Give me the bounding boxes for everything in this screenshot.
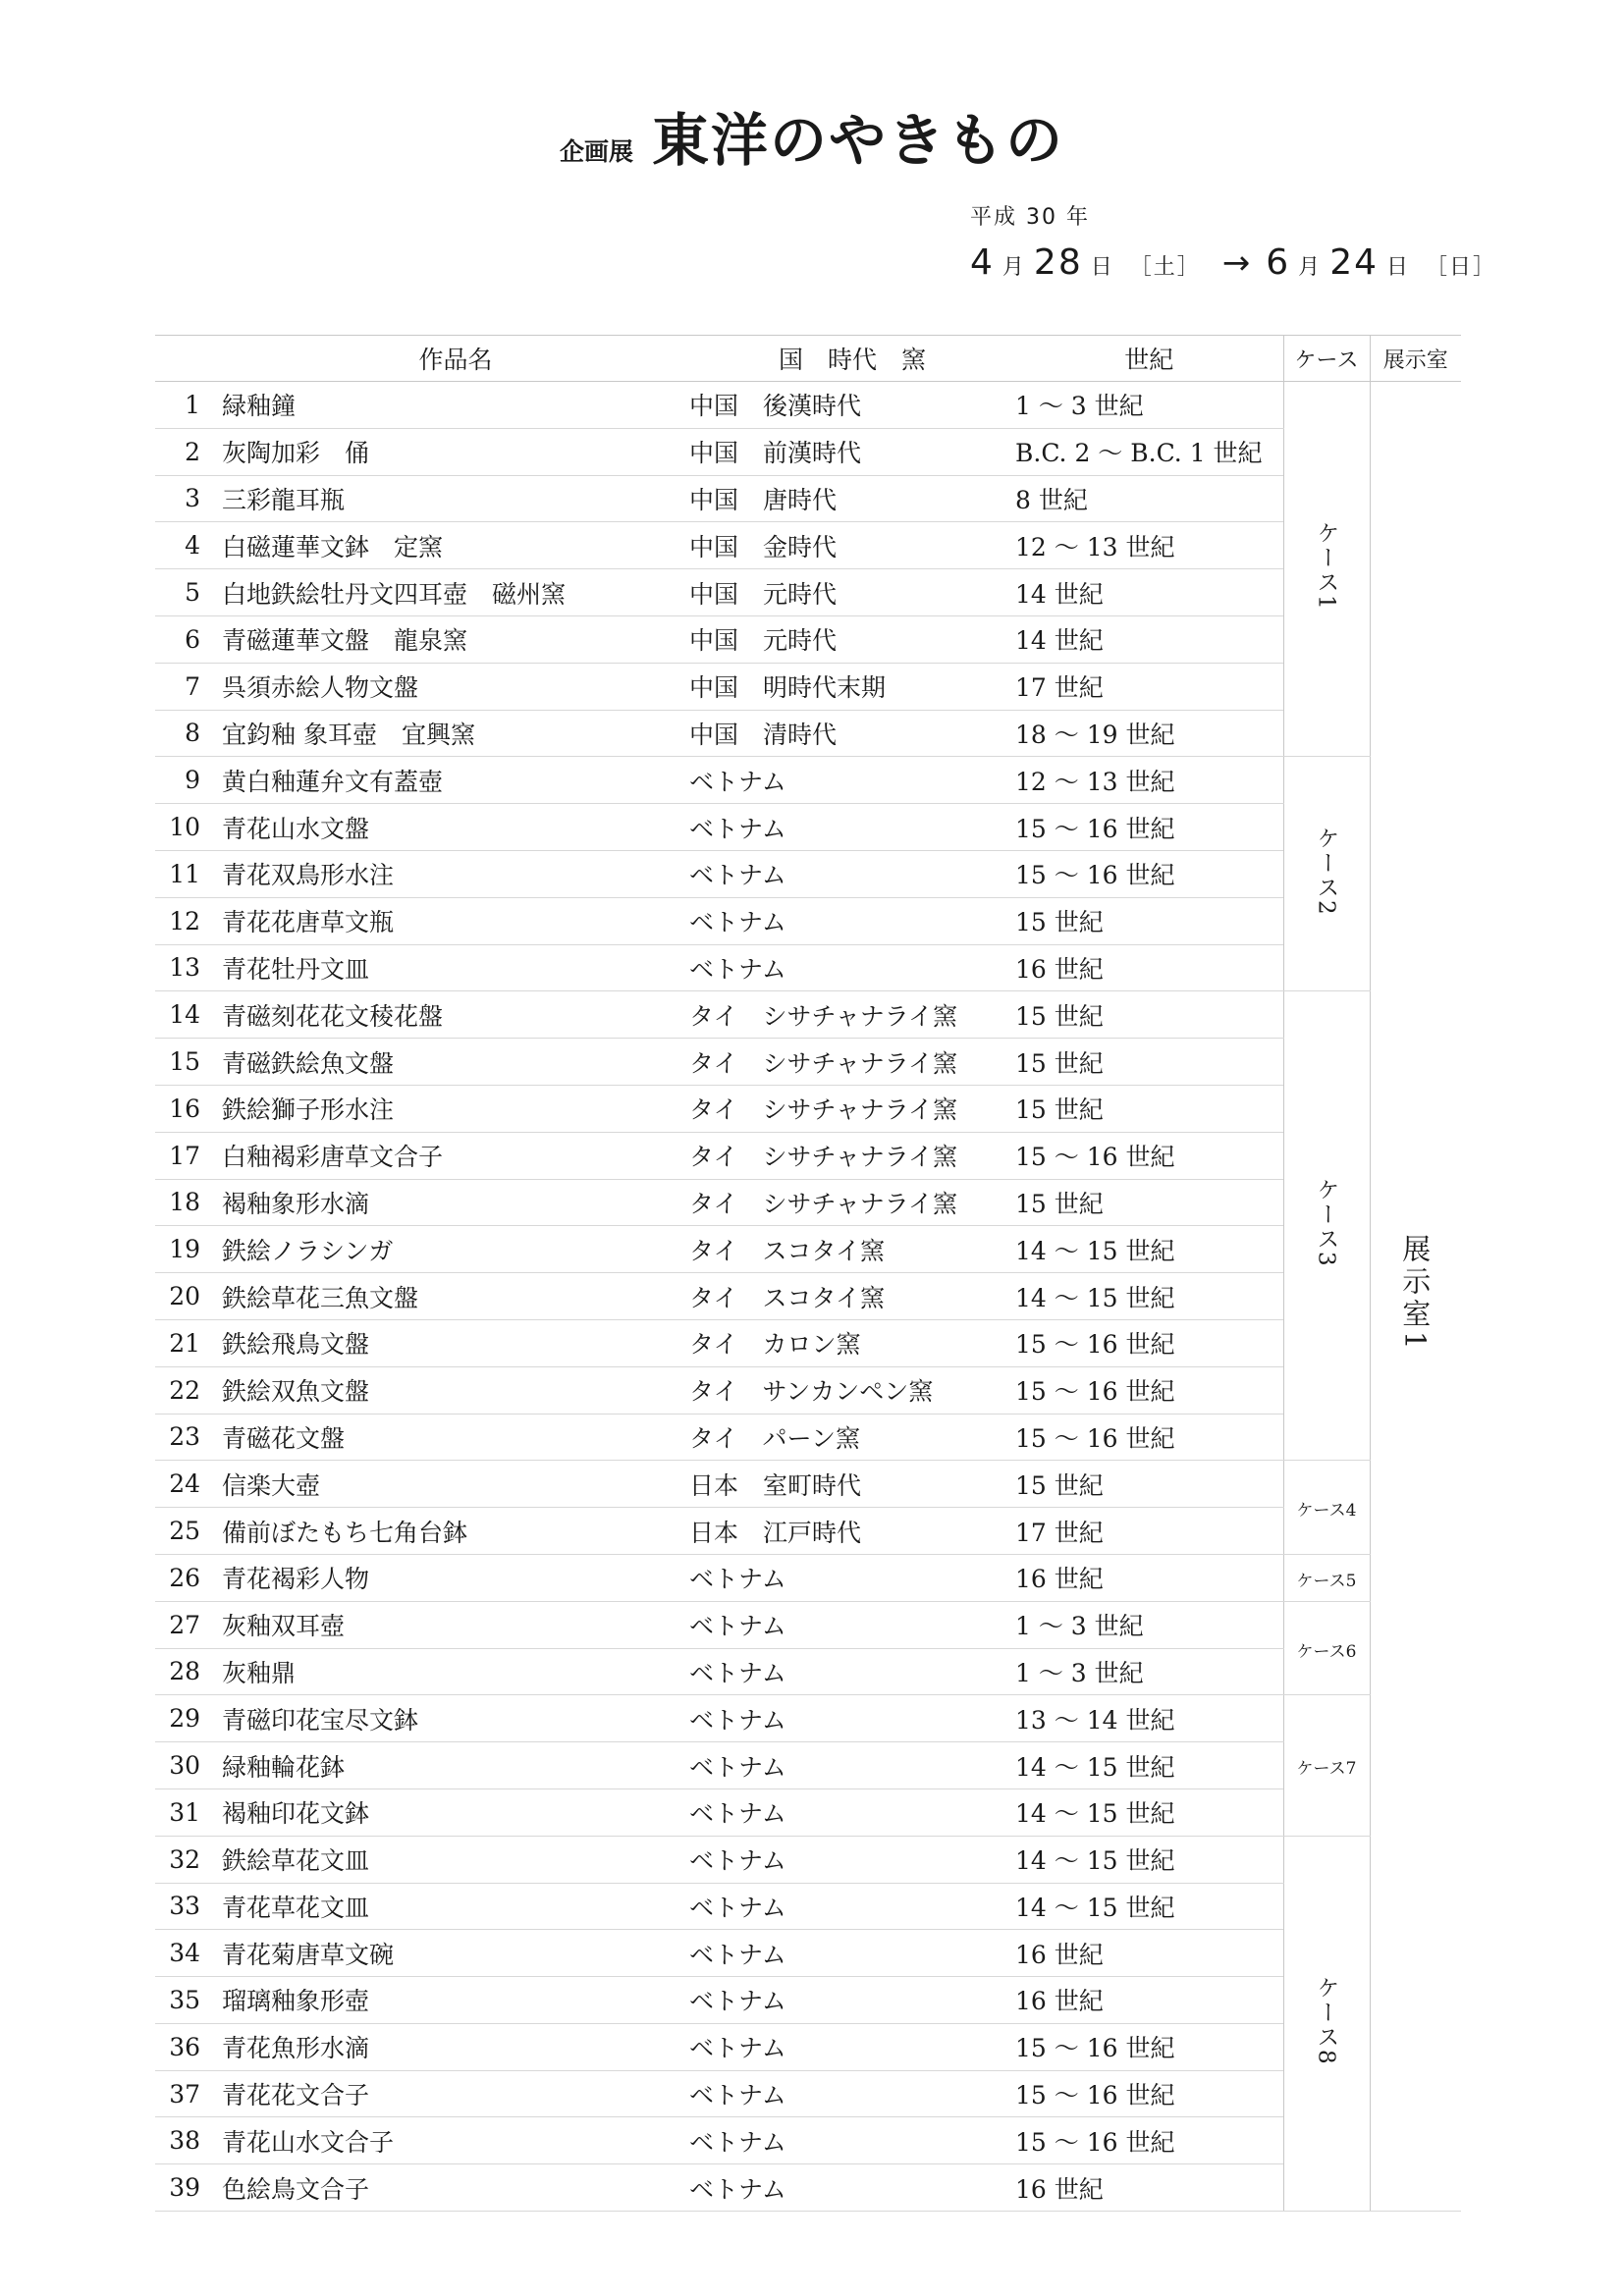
work-name: 三彩龍耳瓶 <box>222 475 689 522</box>
work-origin: タイ スコタイ窯 <box>689 1273 1015 1320</box>
end-day: 24 <box>1329 242 1379 283</box>
table-row <box>155 1554 1461 1601</box>
works-table <box>155 335 1461 2212</box>
item-number: 22 <box>155 1366 222 1414</box>
work-origin: ベトナム <box>689 2117 1015 2164</box>
month-unit: 月 <box>1298 255 1323 280</box>
table-row <box>155 897 1461 944</box>
work-century: 15 世紀 <box>1015 897 1283 944</box>
work-origin: ベトナム <box>689 2164 1015 2212</box>
item-number: 12 <box>155 897 222 944</box>
page-title: 東洋のやきもの <box>652 107 1065 174</box>
item-number: 7 <box>155 663 222 710</box>
case-label-cell <box>1283 382 1370 757</box>
work-name: 青磁印花宝尽文鉢 <box>222 1695 689 1742</box>
work-century: 15 ～ 16 世紀 <box>1015 1319 1283 1366</box>
work-origin: ベトナム <box>689 1836 1015 1883</box>
room-label-cell <box>1370 382 1461 2212</box>
work-origin: タイ スコタイ窯 <box>689 1226 1015 1273</box>
work-century: 1 ～ 3 世紀 <box>1015 1648 1283 1695</box>
table-row <box>155 1461 1461 1508</box>
item-number: 21 <box>155 1319 222 1366</box>
item-number: 25 <box>155 1508 222 1555</box>
work-origin: ベトナム <box>689 944 1015 991</box>
item-number: 2 <box>155 428 222 475</box>
work-century: 16 世紀 <box>1015 1554 1283 1601</box>
work-origin: タイ カロン窯 <box>689 1319 1015 1366</box>
work-name: 青磁花文盤 <box>222 1414 689 1461</box>
month-unit: 月 <box>1001 255 1026 280</box>
table-row <box>155 1695 1461 1742</box>
work-name: 鉄絵獅子形水注 <box>222 1085 689 1132</box>
table-row <box>155 475 1461 522</box>
case-label: ケース4 <box>1296 1501 1357 1522</box>
work-century: 16 世紀 <box>1015 1930 1283 1977</box>
work-origin: 中国 元時代 <box>689 615 1015 663</box>
table-header-row <box>155 336 1461 382</box>
work-origin: タイ パーン窯 <box>689 1414 1015 1461</box>
table-row <box>155 569 1461 616</box>
work-name: 青花山水文盤 <box>222 804 689 851</box>
work-name: 青磁蓮華文盤 龍泉窯 <box>222 615 689 663</box>
work-century: 15 世紀 <box>1015 1461 1283 1508</box>
item-number: 26 <box>155 1554 222 1601</box>
work-origin: 中国 明時代末期 <box>689 663 1015 710</box>
work-name: 青磁鉄絵魚文盤 <box>222 1039 689 1086</box>
work-century: 1 ～ 3 世紀 <box>1015 382 1283 429</box>
work-century: 14 ～ 15 世紀 <box>1015 1226 1283 1273</box>
table-row <box>155 1039 1461 1086</box>
work-name: 灰釉鼎 <box>222 1648 689 1695</box>
item-number: 24 <box>155 1461 222 1508</box>
case-label: ケース6 <box>1296 1641 1357 1662</box>
work-century: 16 世紀 <box>1015 2164 1283 2212</box>
item-number: 20 <box>155 1273 222 1320</box>
work-origin: ベトナム <box>689 1648 1015 1695</box>
work-name: 白磁蓮華文鉢 定窯 <box>222 522 689 569</box>
table-row <box>155 1132 1461 1179</box>
work-origin: ベトナム <box>689 1601 1015 1648</box>
work-century: 14 ～ 15 世紀 <box>1015 1273 1283 1320</box>
work-origin: ベトナム <box>689 2023 1015 2070</box>
exhibition-type: 企画展 <box>559 137 633 166</box>
case-label-cell <box>1283 1601 1370 1695</box>
item-number: 15 <box>155 1039 222 1086</box>
work-name: 白釉褐彩唐草文合子 <box>222 1132 689 1179</box>
work-century: 15 ～ 16 世紀 <box>1015 804 1283 851</box>
room-label: 展示室1 <box>1398 1233 1433 1354</box>
work-name: 青花菊唐草文碗 <box>222 1930 689 1977</box>
item-number: 27 <box>155 1601 222 1648</box>
work-century: 17 世紀 <box>1015 1508 1283 1555</box>
table-row <box>155 1883 1461 1930</box>
title-block <box>0 94 1624 177</box>
work-origin: ベトナム <box>689 1883 1015 1930</box>
table-row <box>155 1789 1461 1836</box>
date-range <box>970 242 1504 283</box>
work-origin: 中国 清時代 <box>689 710 1015 757</box>
case-label: ケース5 <box>1296 1571 1357 1591</box>
table-row <box>155 2117 1461 2164</box>
exhibition-period <box>970 200 1504 283</box>
work-name: 信楽大壺 <box>222 1461 689 1508</box>
work-origin: ベトナム <box>689 804 1015 851</box>
work-century: 12 ～ 13 世紀 <box>1015 522 1283 569</box>
work-origin: タイ シサチャナライ窯 <box>689 1179 1015 1226</box>
work-origin: タイ シサチャナライ窯 <box>689 991 1015 1039</box>
item-number: 4 <box>155 522 222 569</box>
item-number: 3 <box>155 475 222 522</box>
item-number: 8 <box>155 710 222 757</box>
item-number: 32 <box>155 1836 222 1883</box>
case-label: ケース2 <box>1313 826 1339 917</box>
table-row <box>155 522 1461 569</box>
work-name: 青花山水文合子 <box>222 2117 689 2164</box>
work-name: 鉄絵双魚文盤 <box>222 1366 689 1414</box>
work-name: 褐釉象形水滴 <box>222 1179 689 1226</box>
case-label-cell <box>1283 1554 1370 1601</box>
day-unit: 日 <box>1386 255 1411 280</box>
work-century: 14 ～ 15 世紀 <box>1015 1883 1283 1930</box>
work-name: 青花草花文皿 <box>222 1883 689 1930</box>
table-row <box>155 1648 1461 1695</box>
item-number: 18 <box>155 1179 222 1226</box>
case-label: ケース1 <box>1313 520 1339 612</box>
work-century: 14 世紀 <box>1015 615 1283 663</box>
work-century: 14 ～ 15 世紀 <box>1015 1789 1283 1836</box>
end-month: 6 <box>1266 242 1291 283</box>
work-name: 備前ぼたもち七角台鉢 <box>222 1508 689 1555</box>
work-name: 青花牡丹文皿 <box>222 944 689 991</box>
work-origin: ベトナム <box>689 1554 1015 1601</box>
work-name: 鉄絵草花三魚文盤 <box>222 1273 689 1320</box>
work-origin: 中国 元時代 <box>689 569 1015 616</box>
work-century: 13 ～ 14 世紀 <box>1015 1695 1283 1742</box>
work-century: 16 世紀 <box>1015 944 1283 991</box>
table-row <box>155 1601 1461 1648</box>
table-row <box>155 1930 1461 1977</box>
table-row <box>155 1319 1461 1366</box>
item-number: 29 <box>155 1695 222 1742</box>
header-century: 世紀 <box>1015 336 1283 382</box>
table-row <box>155 1414 1461 1461</box>
item-number: 28 <box>155 1648 222 1695</box>
work-name: 鉄絵飛鳥文盤 <box>222 1319 689 1366</box>
work-origin: ベトナム <box>689 897 1015 944</box>
work-century: 14 ～ 15 世紀 <box>1015 1742 1283 1789</box>
work-century: 15 ～ 16 世紀 <box>1015 1132 1283 1179</box>
work-name: 灰釉双耳壺 <box>222 1601 689 1648</box>
case-label-cell <box>1283 1695 1370 1836</box>
work-century: 15 ～ 16 世紀 <box>1015 1366 1283 1414</box>
work-origin: 日本 江戸時代 <box>689 1508 1015 1555</box>
header-name: 作品名 <box>222 336 689 382</box>
work-origin: ベトナム <box>689 1977 1015 2024</box>
work-name: 緑釉輪花鉢 <box>222 1742 689 1789</box>
header-origin: 国 時代 窯 <box>689 336 1015 382</box>
item-number: 16 <box>155 1085 222 1132</box>
work-origin: ベトナム <box>689 1742 1015 1789</box>
work-origin: 中国 後漢時代 <box>689 382 1015 429</box>
item-number: 33 <box>155 1883 222 1930</box>
day-unit: 日 <box>1090 255 1114 280</box>
item-number: 37 <box>155 2070 222 2117</box>
table-row <box>155 615 1461 663</box>
work-century: 15 ～ 16 世紀 <box>1015 1414 1283 1461</box>
case-label: ケース7 <box>1296 1759 1357 1779</box>
work-origin: ベトナム <box>689 1695 1015 1742</box>
item-number: 30 <box>155 1742 222 1789</box>
item-number: 19 <box>155 1226 222 1273</box>
table-row <box>155 663 1461 710</box>
work-century: 15 世紀 <box>1015 1085 1283 1132</box>
item-number: 23 <box>155 1414 222 1461</box>
arrow-right-icon: → <box>1221 243 1253 283</box>
work-century: 8 世紀 <box>1015 475 1283 522</box>
work-origin: ベトナム <box>689 1789 1015 1836</box>
work-origin: 中国 金時代 <box>689 522 1015 569</box>
work-name: 鉄絵草花文皿 <box>222 1836 689 1883</box>
table-row <box>155 850 1461 897</box>
work-name: 緑釉鐘 <box>222 382 689 429</box>
table-row <box>155 1508 1461 1555</box>
work-name: 呉須赤絵人物文盤 <box>222 663 689 710</box>
work-origin: タイ シサチャナライ窯 <box>689 1085 1015 1132</box>
item-number: 39 <box>155 2164 222 2212</box>
table-row <box>155 1977 1461 2024</box>
case-label-cell <box>1283 1461 1370 1555</box>
item-number: 6 <box>155 615 222 663</box>
work-century: 15 ～ 16 世紀 <box>1015 2070 1283 2117</box>
case-label: ケース3 <box>1313 1178 1339 1268</box>
work-name: 瑠璃釉象形壺 <box>222 1977 689 2024</box>
work-origin: ベトナム <box>689 850 1015 897</box>
case-label-cell <box>1283 1836 1370 2211</box>
table-row <box>155 1273 1461 1320</box>
era-year: 平成 30 年 <box>970 205 1090 230</box>
work-name: 鉄絵ノラシンガ <box>222 1226 689 1273</box>
work-name: 黄白釉蓮弁文有蓋壺 <box>222 757 689 804</box>
work-century: 14 世紀 <box>1015 569 1283 616</box>
work-century: 15 世紀 <box>1015 1179 1283 1226</box>
item-number: 35 <box>155 1977 222 2024</box>
table-row <box>155 757 1461 804</box>
table-row <box>155 1179 1461 1226</box>
work-origin: ベトナム <box>689 757 1015 804</box>
work-century: 15 ～ 16 世紀 <box>1015 850 1283 897</box>
table-row <box>155 382 1461 429</box>
work-origin: ベトナム <box>689 2070 1015 2117</box>
start-weekday: ［土］ <box>1129 255 1201 280</box>
work-name: 青花褐彩人物 <box>222 1554 689 1601</box>
table-row <box>155 2070 1461 2117</box>
table-row <box>155 991 1461 1039</box>
work-name: 褐釉印花文鉢 <box>222 1789 689 1836</box>
work-century: 12 ～ 13 世紀 <box>1015 757 1283 804</box>
case-label: ケース8 <box>1313 1975 1339 2066</box>
work-name: 青花花文合子 <box>222 2070 689 2117</box>
start-month: 4 <box>970 242 995 283</box>
item-number: 36 <box>155 2023 222 2070</box>
table-row <box>155 804 1461 851</box>
item-number: 10 <box>155 804 222 851</box>
table-row <box>155 944 1461 991</box>
table-row <box>155 2023 1461 2070</box>
work-origin: タイ シサチャナライ窯 <box>689 1039 1015 1086</box>
work-name: 宜鈞釉 象耳壺 宜興窯 <box>222 710 689 757</box>
start-day: 28 <box>1033 242 1083 283</box>
table-row <box>155 1085 1461 1132</box>
work-century: 14 ～ 15 世紀 <box>1015 1836 1283 1883</box>
work-origin: 中国 唐時代 <box>689 475 1015 522</box>
work-origin: タイ サンカンペン窯 <box>689 1366 1015 1414</box>
item-number: 31 <box>155 1789 222 1836</box>
work-origin: 日本 室町時代 <box>689 1461 1015 1508</box>
header-case: ケース <box>1283 336 1370 382</box>
work-name: 白地鉄絵牡丹文四耳壺 磁州窯 <box>222 569 689 616</box>
item-number: 1 <box>155 382 222 429</box>
work-name: 青花花唐草文瓶 <box>222 897 689 944</box>
table-row <box>155 1226 1461 1273</box>
work-century: 17 世紀 <box>1015 663 1283 710</box>
work-century: 1 ～ 3 世紀 <box>1015 1601 1283 1648</box>
item-number: 13 <box>155 944 222 991</box>
table-row <box>155 2164 1461 2212</box>
work-century: 18 ～ 19 世紀 <box>1015 710 1283 757</box>
table-row <box>155 1366 1461 1414</box>
end-weekday: ［日］ <box>1426 255 1497 280</box>
work-name: 青花魚形水滴 <box>222 2023 689 2070</box>
header-num <box>155 336 222 382</box>
table-row <box>155 1836 1461 1883</box>
work-century: B.C. 2 ～ B.C. 1 世紀 <box>1015 428 1283 475</box>
item-number: 17 <box>155 1132 222 1179</box>
item-number: 9 <box>155 757 222 804</box>
header-room: 展示室 <box>1370 336 1461 382</box>
case-label-cell <box>1283 991 1370 1461</box>
work-origin: タイ シサチャナライ窯 <box>689 1132 1015 1179</box>
table-row <box>155 1742 1461 1789</box>
work-name: 色絵鳥文合子 <box>222 2164 689 2212</box>
work-origin: 中国 前漢時代 <box>689 428 1015 475</box>
table-row <box>155 710 1461 757</box>
work-name: 灰陶加彩 俑 <box>222 428 689 475</box>
item-number: 14 <box>155 991 222 1039</box>
work-century: 15 世紀 <box>1015 1039 1283 1086</box>
case-label-cell <box>1283 757 1370 991</box>
work-name: 青花双鳥形水注 <box>222 850 689 897</box>
item-number: 38 <box>155 2117 222 2164</box>
item-number: 34 <box>155 1930 222 1977</box>
item-number: 11 <box>155 850 222 897</box>
item-number: 5 <box>155 569 222 616</box>
work-century: 15 ～ 16 世紀 <box>1015 2023 1283 2070</box>
table-row <box>155 428 1461 475</box>
work-origin: ベトナム <box>689 1930 1015 1977</box>
work-name: 青磁刻花花文稜花盤 <box>222 991 689 1039</box>
work-century: 16 世紀 <box>1015 1977 1283 2024</box>
work-century: 15 世紀 <box>1015 991 1283 1039</box>
work-century: 15 ～ 16 世紀 <box>1015 2117 1283 2164</box>
